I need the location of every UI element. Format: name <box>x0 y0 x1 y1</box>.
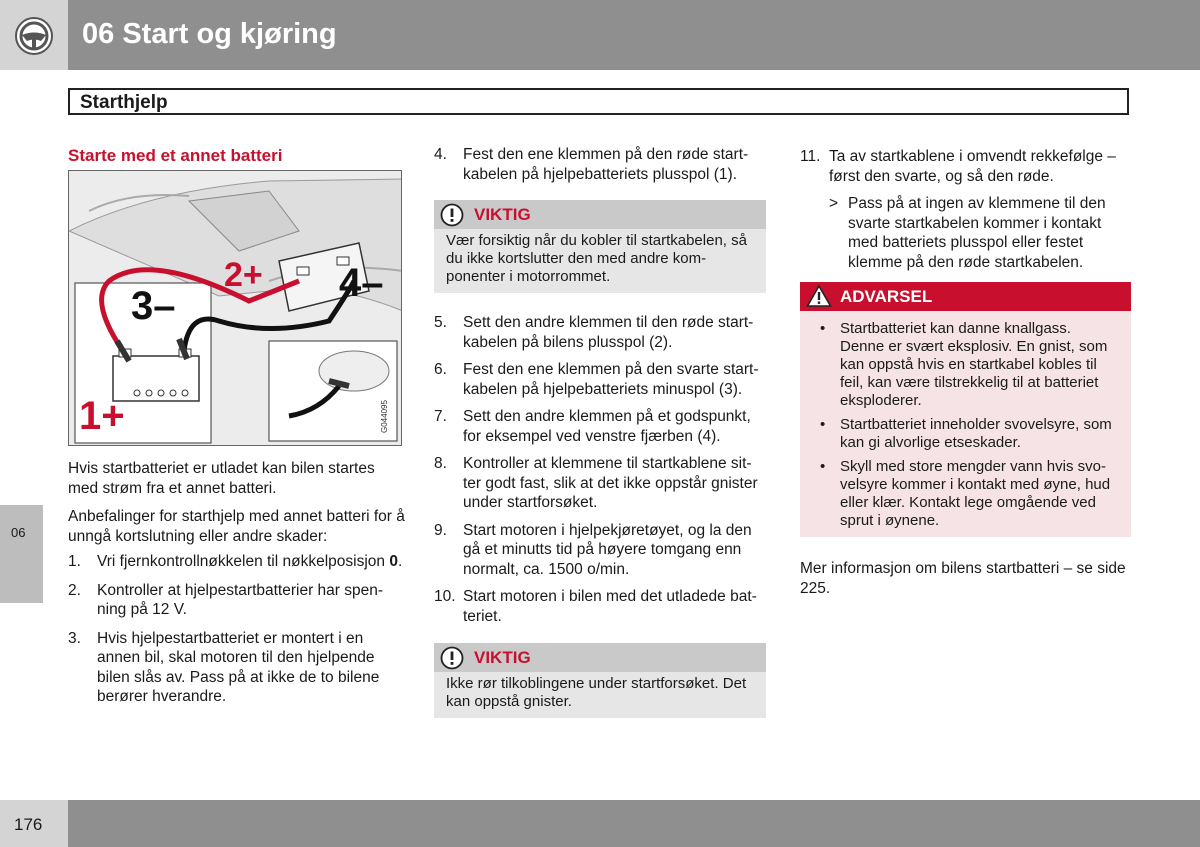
subsection-title: Starte med et annet batteri <box>68 146 283 165</box>
callout-label: VIKTIG <box>474 205 531 224</box>
callout-header <box>800 282 1131 311</box>
section-title-box <box>68 88 1129 115</box>
list-item: 2. Kontroller at hjelpestartbatterier har spen-ning på 12 V. <box>68 581 384 618</box>
more-info-paragraph: Mer informasjon om bilens startbatteri – se side 225. <box>800 560 1126 597</box>
callout-header <box>434 200 766 229</box>
left-column-text <box>68 459 406 707</box>
list-item: 8. Kontroller at klemmene til startkablene sit-ter godt fast, slik at det ikke oppstår gnister under startforsøket. <box>434 455 758 511</box>
chapter-title: 06 Start og kjøring <box>82 18 337 50</box>
footer-bar <box>68 800 1200 847</box>
exclamation-icon <box>440 646 464 670</box>
label-1: 1+ <box>79 394 125 438</box>
viktig-callout-2 <box>434 643 766 718</box>
exclamation-icon <box>440 203 464 227</box>
warning-bullet: • Startbatteriet kan danne knallgass. Denne er svært eksplosiv. En gnist, som kan oppstå hvis en startkabel kobles til feil, kan være tilstrekkelig til at batteriet eksploderer. <box>820 320 1108 409</box>
label-2: 2+ <box>224 256 263 294</box>
sub-list-item: > Pass på at ingen av klemmene til den svarte startkabelen kommer i kontakt med batteriets plusspol eller festet klemme på den røde startkabelen. <box>829 195 1106 271</box>
label-3: 3– <box>131 284 176 328</box>
list-item: 6. Fest den ene klemmen på den svarte start-kabelen på hjelpebatteriets minuspol (3). <box>434 361 759 398</box>
callout-header <box>434 643 766 672</box>
right-step-11 <box>800 147 1132 272</box>
list-item: 5. Sett den andre klemmen til den røde start-kabelen på bilens plusspol (2). <box>434 314 754 351</box>
callout-label: ADVARSEL <box>840 287 933 306</box>
warning-bullet: • Skyll med store mengder vann hvis svo-velsyre kommer i kontakt med øyne, hud eller klær. Kontakt lege omgående ved sprut i øynene. <box>820 458 1111 529</box>
side-tab <box>0 505 43 603</box>
figure-code: G044095 <box>380 400 389 433</box>
page-header <box>0 0 1200 70</box>
middle-steps <box>434 313 766 626</box>
chapter-icon-box <box>0 0 68 70</box>
callout-body: Ikke rør tilkoblingene under startforsøket. Det kan oppstå gnister. <box>434 672 766 718</box>
list-item: 9. Start motoren i hjelpekjøretøyet, og la den gå et minutts tid på høyere tomgang enn normalt, ca. 1500 o/min. <box>434 521 752 578</box>
list-item: 4. Fest den ene klemmen på den røde start-kabelen på hjelpebatteriets plusspol (1). <box>434 146 749 183</box>
list-item: 10. Start motoren i bilen med det utladede bat-teriet. <box>434 588 757 625</box>
label-4: 4– <box>339 261 384 305</box>
viktig-callout-1 <box>434 200 766 293</box>
advarsel-callout <box>800 282 1131 537</box>
list-item: 3. Hvis hjelpestartbatteriet er montert i en annen bil, skal motoren til den hjelpende bilen slås av. Pass på at ikke de to bilene berører hverandre. <box>68 629 380 705</box>
intro-paragraph-1: Hvis startbatteriet er utladet kan bilen startes med strøm fra et annet batteri. <box>68 460 375 497</box>
callout-body <box>800 311 1131 537</box>
page-number: 176 <box>14 815 43 834</box>
section-title: Starthjelp <box>80 92 168 113</box>
side-tab-label: 06 <box>11 525 26 540</box>
callout-body: Vær forsiktig når du kobler til startkabelen, så du ikke kortslutter den med andre kom-ponenter i motorrommet. <box>434 229 766 293</box>
steering-wheel-icon <box>14 16 54 56</box>
list-item: 1. Vri fjernkontrollnøkkelen til nøkkelposisjon 0. <box>68 553 403 570</box>
callout-label: VIKTIG <box>474 648 531 667</box>
warning-bullet: • Startbatteriet inneholder svovelsyre, som kan gi alvorlige etseskader. <box>820 416 1112 451</box>
engine-bay-drawing <box>69 171 402 446</box>
list-item: 11. Ta av startkablene i omvendt rekkefølge – først den svarte, og så den røde. <box>800 148 1116 185</box>
middle-step-4 <box>434 145 764 184</box>
warning-triangle-icon <box>806 284 832 308</box>
list-item: 7. Sett den andre klemmen på et godspunkt, for eksempel ved venstre fjærben (4). <box>434 408 751 445</box>
intro-paragraph-2: Anbefalinger for starthjelp med annet batteri for å unngå kortslutning eller andre skader: <box>68 508 405 545</box>
jump-start-illustration <box>68 170 402 446</box>
